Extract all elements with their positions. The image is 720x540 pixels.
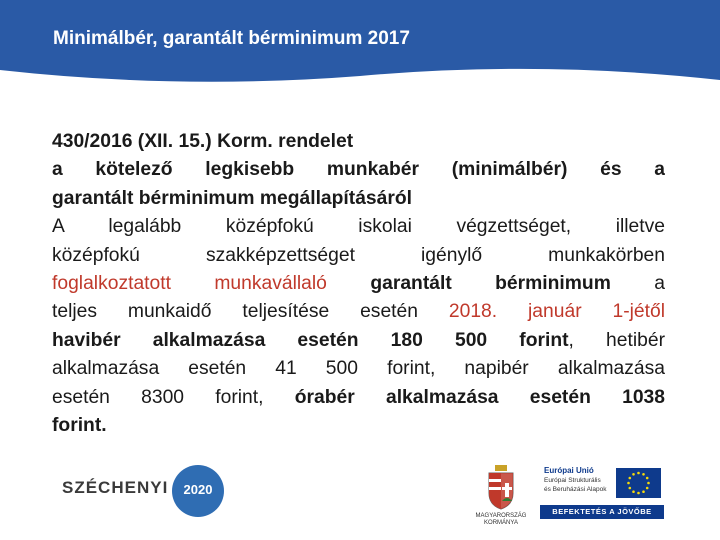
main-text xyxy=(52,128,665,440)
body-text-red: foglalkoztatott munkavállaló xyxy=(52,272,371,294)
government-logo-line-1: MAGYARORSZÁG xyxy=(475,513,527,519)
body-text-bold: órabér alkalmazása esetén 1038 xyxy=(294,386,665,408)
eu-logo-title: Európai Unió xyxy=(544,466,594,475)
eu-logo-subtitle-1: Európai Strukturális xyxy=(544,477,601,484)
szechenyi-logo-text: SZÉCHENYI xyxy=(62,478,169,497)
body-text: a xyxy=(654,272,665,294)
eu-funding-logo xyxy=(540,463,664,521)
coat-of-arms-icon xyxy=(477,463,525,511)
body-line-5 xyxy=(52,327,665,355)
body-line-1: A legalább középfokú iskolai végzettséget, illetve xyxy=(52,216,665,238)
eu-slogan-text: BEFEKTETÉS A JÖVŐBE xyxy=(552,507,652,516)
body-text-bold: havibér alkalmazása esetén 180 500 forint xyxy=(52,329,569,351)
eu-slogan-bar xyxy=(540,505,664,519)
szechenyi-2020-logo xyxy=(62,465,222,517)
body-line-3 xyxy=(52,270,665,298)
body-date-red: 2018. január 1-jétől xyxy=(448,301,665,323)
body-line-2: középfokú szakképzettséget igénylő munkakörben xyxy=(52,244,665,266)
decree-title-line-1: a kötelező legkisebb munkabér (minimálbér) és a xyxy=(52,159,665,181)
government-logo-text xyxy=(471,513,531,527)
government-logo-line-2: KORMÁNYA xyxy=(484,520,518,526)
szechenyi-logo-year: 2020 xyxy=(183,482,213,497)
eu-stars-icon xyxy=(616,468,661,498)
header-banner xyxy=(0,0,720,84)
body-line-7 xyxy=(52,384,665,412)
eu-logo-subtitle-2: és Beruházási Alapok xyxy=(544,486,607,493)
body-text: esetén 8300 forint, xyxy=(52,386,295,408)
body-line-4 xyxy=(52,298,665,326)
szechenyi-logo-circle xyxy=(172,465,224,517)
body-text: , hetibér xyxy=(568,329,665,351)
body-line-8: forint. xyxy=(52,414,107,436)
decree-reference: 430/2016 (XII. 15.) Korm. rendelet xyxy=(52,131,354,152)
page-title: Minimálbér, garantált bérminimum 2017 xyxy=(53,28,410,49)
body-text: teljes munkaidő teljesítése esetén xyxy=(52,301,449,323)
body-text-bold: garantált bérminimum xyxy=(370,272,611,294)
decree-title-line-2: garantált bérminimum megállapításáról xyxy=(52,187,413,209)
body-line-6: alkalmazása esetén 41 500 forint, napibér alkalmazása xyxy=(52,358,665,380)
hungarian-government-logo xyxy=(477,463,525,533)
eu-flag-icon xyxy=(616,468,661,498)
